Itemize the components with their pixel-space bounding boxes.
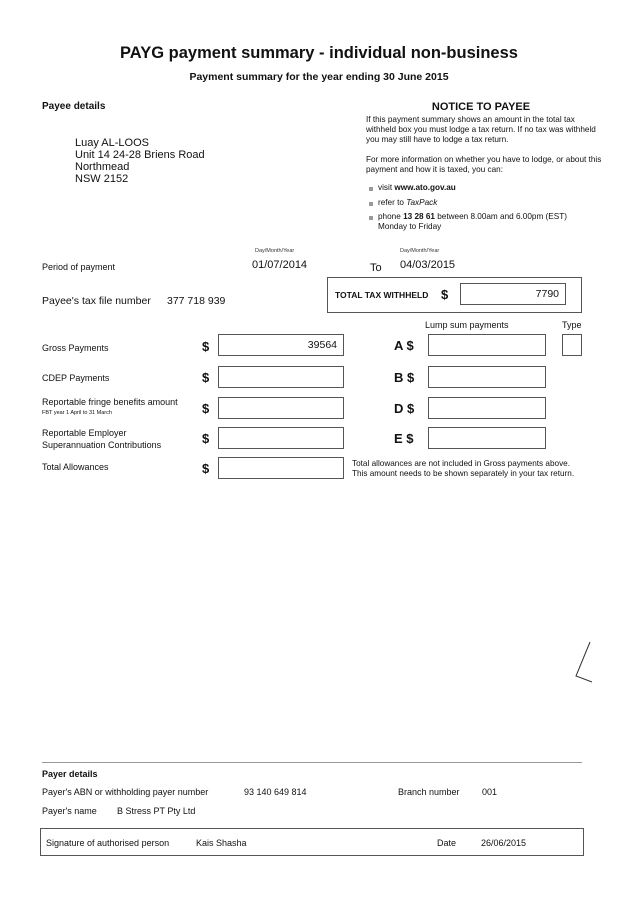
date-value: 26/06/2015	[481, 838, 527, 848]
lump-sum-b-field[interactable]	[428, 366, 546, 388]
notice-heading: NOTICE TO PAYEE	[431, 101, 531, 113]
allowances-note-line-1: Total allowances are not included in Gross payments above.	[352, 459, 570, 468]
lump-sum-type-heading: Type	[562, 320, 582, 330]
notice-visit	[378, 183, 456, 193]
signature-label: Signature of authorised person	[46, 838, 170, 848]
cdep-payments-label: CDEP Payments	[42, 373, 110, 383]
notice-paragraph-1: If this payment summary shows an amount in the total tax withheld box you must lodge a tax return. If no tax was withheld you may still have to lodge a tax return.	[366, 115, 596, 144]
payee-name: Luay AL-LOOS	[75, 137, 149, 149]
tfn-value: 377 718 939	[167, 295, 226, 307]
lump-sum-d-letter: D	[394, 401, 404, 416]
period-from-value: 01/07/2014	[252, 259, 308, 271]
phone-prefix: phone	[378, 212, 401, 221]
pen-mark-icon	[568, 638, 598, 688]
payer-abn-value: 93 140 649 814	[244, 787, 307, 797]
notice-phone	[378, 212, 608, 232]
super-contributions-field[interactable]	[218, 427, 344, 449]
signature-value: Kais Shasha	[196, 838, 247, 848]
to-date-format: Day/Month/Year	[400, 248, 440, 254]
notice-paragraph-2: For more information on whether you have to lodge, or about this payment and how it is taxed, you can:	[366, 155, 602, 174]
lump-sum-b-currency: $	[407, 370, 415, 385]
payer-name-label: Payer's name	[42, 806, 97, 816]
visit-prefix: visit	[378, 183, 393, 192]
bullet-icon	[369, 202, 373, 206]
branch-number-label: Branch number	[398, 787, 460, 797]
gross-payments-field[interactable]: 39564	[218, 334, 344, 356]
phone-hours: between 8.00am and 6.00pm (EST)	[437, 212, 567, 221]
lump-sum-b-letter: B	[394, 370, 404, 385]
date-label: Date	[437, 838, 457, 848]
total-allowances-field[interactable]	[218, 457, 344, 479]
lump-sum-b-label	[394, 370, 414, 385]
total-tax-withheld-field[interactable]: 7790	[460, 283, 566, 305]
payee-heading: Payee details	[42, 101, 106, 112]
ato-website: www.ato.gov.au	[394, 183, 456, 192]
payee-address	[75, 137, 205, 185]
taxpack-reference: TaxPack	[406, 198, 438, 207]
fringe-currency: $	[202, 401, 210, 416]
lump-sum-a-type-field[interactable]	[562, 334, 582, 356]
allowances-note	[352, 459, 622, 479]
lump-sum-e-letter: E	[394, 431, 403, 446]
lump-sum-d-field[interactable]	[428, 397, 546, 419]
lump-sum-heading: Lump sum payments	[425, 320, 509, 330]
lump-sum-e-field[interactable]	[428, 427, 546, 449]
period-label: Period of payment	[42, 262, 116, 272]
lump-sum-a-currency: $	[406, 338, 414, 353]
lump-sum-d-currency: $	[407, 401, 415, 416]
payee-street: Unit 14 24-28 Briens Road	[75, 149, 205, 161]
allowances-note-line-2: This amount needs to be shown separately in your tax return.	[352, 469, 575, 478]
payee-suburb: Northmead	[75, 161, 130, 173]
payer-abn-label: Payer's ABN or withholding payer number	[42, 787, 209, 797]
cdep-payments-field[interactable]	[218, 366, 344, 388]
period-to-value: 04/03/2015	[400, 259, 456, 271]
lump-sum-d-label	[394, 401, 414, 416]
bullet-icon	[369, 187, 373, 191]
super-currency: $	[202, 431, 210, 446]
lump-sum-a-label	[394, 338, 414, 353]
notice-refer	[378, 198, 437, 208]
payee-state-postcode: NSW 2152	[75, 173, 129, 185]
phone-number: 13 28 61	[403, 212, 435, 221]
cdep-currency: $	[202, 370, 210, 385]
form-subtitle: Payment summary for the year ending 30 June 2015	[189, 71, 449, 83]
payer-divider	[42, 762, 582, 763]
gross-currency: $	[202, 339, 210, 354]
from-date-format: Day/Month/Year	[255, 248, 295, 254]
form-title: PAYG payment summary - individual non-business	[120, 44, 518, 62]
bullet-icon	[369, 216, 373, 220]
lump-sum-e-label	[394, 431, 414, 446]
lump-sum-e-currency: $	[406, 431, 414, 446]
fringe-benefits-field[interactable]	[218, 397, 344, 419]
total-allowances-label: Total Allowances	[42, 462, 109, 472]
super-contributions-label	[42, 427, 161, 451]
refer-prefix: refer to	[378, 198, 404, 207]
period-to-label: To	[370, 262, 382, 274]
tfn-label: Payee's tax file number	[42, 295, 151, 307]
payer-heading: Payer details	[42, 769, 98, 779]
super-label-line-1: Reportable Employer	[42, 428, 127, 438]
fringe-benefits-label: Reportable fringe benefits amount	[42, 397, 178, 407]
total-tax-withheld-label: TOTAL TAX WITHHELD	[335, 290, 429, 300]
fringe-benefits-note: FBT year 1 April to 31 March	[42, 410, 112, 416]
gross-payments-label: Gross Payments	[42, 343, 109, 353]
allowances-currency: $	[202, 461, 210, 476]
payer-name-value: B Stress PT Pty Ltd	[117, 806, 196, 816]
branch-number-value: 001	[482, 787, 498, 797]
phone-days: Monday to Friday	[378, 222, 442, 231]
tax-withheld-currency: $	[441, 287, 449, 302]
lump-sum-a-field[interactable]	[428, 334, 546, 356]
lump-sum-a-letter: A	[394, 338, 403, 353]
super-label-line-2: Superannuation Contributions	[42, 440, 162, 450]
